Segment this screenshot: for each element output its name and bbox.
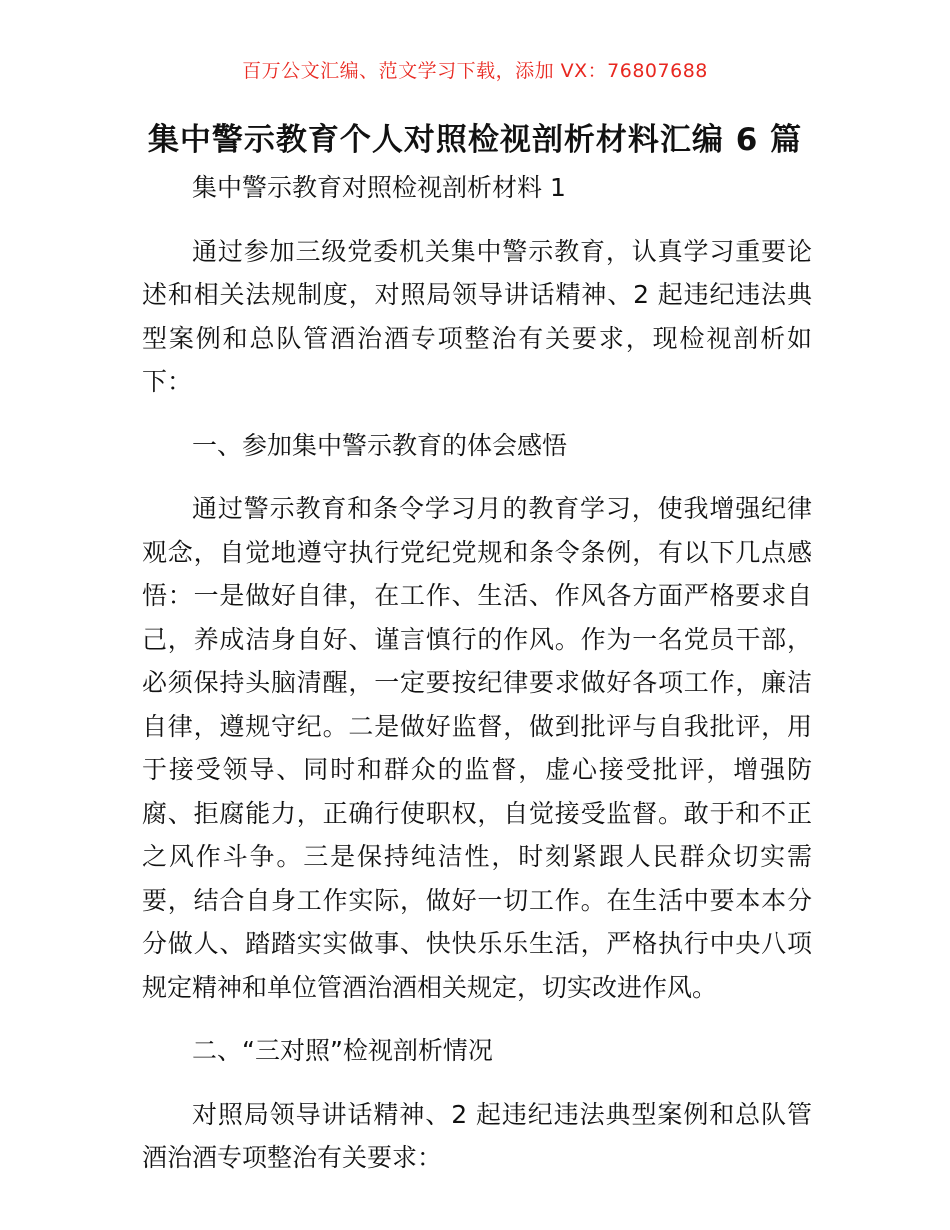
section-paragraph-2: 对照局领导讲话精神、2 起违纪违法典型案例和总队管酒治酒专项整治有关要求： [142,1099,812,1172]
intro-paragraph: 通过参加三级党委机关集中警示教育，认真学习重要论述和相关法规制度，对照局领导讲话精神、2 起违纪违法典型案例和总队管酒治酒专项整治有关要求，现检视剖析如下： [142,236,812,396]
section-paragraph-1: 通过警示教育和条令学习月的教育学习，使我增强纪律观念，自觉地遵守执行党纪党规和条令条例，有以下几点感悟：一是做好自律，在工作、生活、作风各方面严格要求自己，养成洁身自好、谨言慎行的作风。作为一名党员干部，必须保持头脑清醒，一定要按纪律要求做好各项工作，廉洁自律，遵规守纪。二是做好监督，做到批评与自我批评，用于接受领导、同时和群众的监督，虚心接受批评，增强防腐、拒腐能力，正确行使职权，自觉接受监督。敢于和不正之风作斗争。三是保持纯洁性，时刻紧跟人民群众切实需要，结合自身工作实际，做好一切工作。在生活中要本本分分做人、踏踏实实做事、快快乐乐生活，严格执行中央八项规定精神和单位管酒治酒相关规定，切实改进作风。 [142,494,812,1002]
subtitle: 集中警示教育对照检视剖析材料 1 [192,173,566,202]
document-body [142,166,812,1180]
section-heading-2: 二、“三对照”检视剖析情况 [192,1036,493,1065]
section-heading-1: 一、参加集中警示教育的体会感悟 [192,430,568,460]
document-title: 集中警示教育个人对照检视剖析材料汇编 6 篇 [147,122,803,158]
promo-banner: 百万公文汇编、范文学习下载，添加 VX：76807688 [242,60,708,82]
